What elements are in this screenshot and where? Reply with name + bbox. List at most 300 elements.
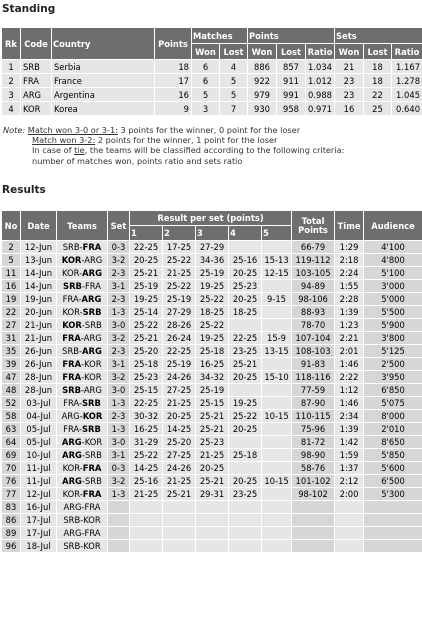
col-sets-lost: Lost — [364, 44, 392, 60]
set-3-cell: 20-25 — [196, 462, 229, 475]
set-3-cell — [196, 527, 229, 540]
home-team: FRA — [63, 398, 79, 408]
date-cell: 05-Jul — [21, 423, 57, 436]
points-cell: 16 — [155, 88, 192, 102]
code-cell: FRA — [21, 74, 52, 88]
home-team: KOR — [62, 320, 82, 330]
set-score-cell — [108, 527, 130, 540]
teams-cell[interactable] — [57, 410, 108, 423]
set-score-cell: 1-3 — [108, 423, 130, 436]
home-team: SRB — [63, 281, 82, 291]
set-1-cell: 25-16 — [130, 475, 163, 488]
teams-cell[interactable] — [57, 358, 108, 371]
match-no-cell: 83 — [2, 501, 21, 514]
total-points-cell: 87-90 — [292, 397, 335, 410]
away-team: ARG — [81, 294, 102, 304]
time-cell: 2:12 — [335, 475, 364, 488]
match-row — [2, 462, 422, 475]
teams-cell[interactable] — [57, 475, 108, 488]
points-cell: 18 — [155, 60, 192, 74]
teams-cell[interactable] — [57, 267, 108, 280]
set-5-cell: 12-15 — [262, 267, 292, 280]
set-5-cell: 10-15 — [262, 475, 292, 488]
set-score-cell: 3-2 — [108, 371, 130, 384]
teams-cell[interactable] — [57, 306, 108, 319]
teams-cell[interactable] — [57, 280, 108, 293]
set-3-cell: 25-21 — [196, 475, 229, 488]
standing-row — [2, 60, 422, 74]
set-score-cell — [108, 514, 130, 527]
sets-ratio-cell: 1.278 — [392, 74, 422, 88]
date-cell: 20-Jun — [21, 306, 57, 319]
set-1-cell: 30-32 — [130, 410, 163, 423]
set-1-cell: 31-29 — [130, 436, 163, 449]
home-team: SRB — [63, 541, 81, 551]
set-score-cell: 2-3 — [108, 293, 130, 306]
set-5-cell — [262, 436, 292, 449]
match-row — [2, 280, 422, 293]
matches-won-cell: 6 — [192, 60, 220, 74]
set-score-cell: 0-3 — [108, 241, 130, 254]
sets-ratio-cell: 0.640 — [392, 102, 422, 116]
col-points: Points — [248, 28, 335, 44]
team-separator: - — [80, 333, 84, 343]
away-team: FRA — [82, 242, 102, 252]
away-team: SRB — [84, 450, 102, 460]
match-row — [2, 267, 422, 280]
audience-cell: 2'010 — [364, 423, 422, 436]
matches-won-cell: 5 — [192, 88, 220, 102]
set-2-cell: 22-25 — [163, 345, 196, 358]
col-points-won: Won — [248, 44, 277, 60]
note-link-3-0[interactable]: Match won 3-0 or 3-1: — [27, 125, 118, 135]
audience-cell: 5'850 — [364, 449, 422, 462]
total-points-cell — [292, 527, 335, 540]
set-1-cell: 22-25 — [130, 241, 163, 254]
points-ratio-cell: 0.971 — [306, 102, 335, 116]
home-team: KOR — [62, 307, 80, 317]
standing-row — [2, 102, 422, 116]
set-5-cell: 10-15 — [262, 410, 292, 423]
set-5-cell — [262, 306, 292, 319]
time-cell — [335, 501, 364, 514]
note-text-4: number of matches won, points ratio and sets ratio — [32, 155, 243, 166]
country-cell[interactable]: Korea — [52, 102, 155, 116]
team-separator: - — [79, 268, 83, 278]
rank-cell: 2 — [2, 74, 21, 88]
match-row — [2, 306, 422, 319]
set-5-cell — [262, 384, 292, 397]
team-separator: - — [79, 307, 83, 317]
set-score-cell: 1-3 — [108, 397, 130, 410]
set-2-cell: 27-25 — [163, 449, 196, 462]
team-separator: - — [81, 320, 85, 330]
set-5-cell — [262, 423, 292, 436]
audience-cell: 2'500 — [364, 358, 422, 371]
team-separator: - — [80, 385, 84, 395]
time-cell: 2:28 — [335, 293, 364, 306]
match-no-cell: 58 — [2, 410, 21, 423]
set-3-cell: 25-19 — [196, 267, 229, 280]
total-points-cell: 98-90 — [292, 449, 335, 462]
note-text-3b: , the teams will be classified according to the following criteria: — [84, 145, 345, 156]
set-1-cell: 25-21 — [130, 267, 163, 280]
total-points-cell: 94-89 — [292, 280, 335, 293]
set-2-cell: 14-25 — [163, 423, 196, 436]
match-row — [2, 410, 422, 423]
total-points-cell: 81-72 — [292, 436, 335, 449]
set-4-cell — [229, 436, 262, 449]
sets-won-cell: 23 — [335, 88, 364, 102]
set-3-cell: 25-22 — [196, 293, 229, 306]
time-cell: 2:21 — [335, 332, 364, 345]
set-3-cell: 25-15 — [196, 397, 229, 410]
time-cell: 1:42 — [335, 436, 364, 449]
match-row — [2, 241, 422, 254]
sets-ratio-cell: 1.167 — [392, 60, 422, 74]
col-date: Date — [21, 211, 57, 241]
date-cell: 17-Jul — [21, 514, 57, 527]
total-points-cell: 119-112 — [292, 254, 335, 267]
match-no-cell: 48 — [2, 384, 21, 397]
match-row — [2, 358, 422, 371]
set-3-cell: 25-18 — [196, 345, 229, 358]
country-cell[interactable]: France — [52, 74, 155, 88]
home-team: SRB — [62, 346, 80, 356]
note-text-2: 2 points for the winner, 1 point for the loser — [95, 135, 278, 146]
date-cell: 11-Jul — [21, 462, 57, 475]
set-3-cell: 19-25 — [196, 280, 229, 293]
team-separator: - — [79, 411, 83, 421]
match-no-cell: 47 — [2, 371, 21, 384]
match-no-cell: 35 — [2, 345, 21, 358]
time-cell: 2:22 — [335, 371, 364, 384]
set-4-cell: 20-25 — [229, 267, 262, 280]
set-2-cell — [163, 514, 196, 527]
set-score-cell: 3-1 — [108, 449, 130, 462]
match-row — [2, 514, 422, 527]
away-team: KOR — [83, 541, 101, 551]
matches-won-cell: 6 — [192, 74, 220, 88]
col-sets: Sets — [335, 28, 422, 44]
col-sets-ratio: Ratio — [392, 44, 422, 60]
teams-cell[interactable] — [57, 488, 108, 501]
teams-cell[interactable] — [57, 436, 108, 449]
home-team: SRB — [62, 242, 80, 252]
team-separator: - — [81, 502, 85, 512]
set-score-cell: 2-3 — [108, 267, 130, 280]
match-no-cell: 2 — [2, 241, 21, 254]
time-cell: 1:59 — [335, 449, 364, 462]
audience-cell: 5'500 — [364, 306, 422, 319]
set-5-cell — [262, 527, 292, 540]
time-cell: 2:24 — [335, 267, 364, 280]
away-team: SRB — [82, 307, 102, 317]
set-score-cell: 2-3 — [108, 345, 130, 358]
col-set: Set — [108, 211, 130, 241]
set-1-cell: 16-25 — [130, 423, 163, 436]
date-cell: 12-Jun — [21, 241, 57, 254]
set-score-cell: 3-0 — [108, 384, 130, 397]
teams-cell[interactable] — [57, 241, 108, 254]
col-matches: Matches — [192, 28, 248, 44]
set-2-cell: 25-22 — [163, 280, 196, 293]
set-2-cell: 21-25 — [163, 397, 196, 410]
set-5-cell — [262, 280, 292, 293]
date-cell: 16-Jul — [21, 501, 57, 514]
away-team: KOR — [84, 372, 102, 382]
audience-cell — [364, 540, 422, 553]
away-team: KOR — [84, 359, 102, 369]
team-separator: - — [81, 255, 85, 265]
set-score-cell: 1-3 — [108, 306, 130, 319]
set-5-cell — [262, 241, 292, 254]
set-3-cell: 25-22 — [196, 319, 229, 332]
set-2-cell: 21-25 — [163, 475, 196, 488]
set-2-cell: 25-21 — [163, 488, 196, 501]
teams-cell[interactable] — [57, 514, 108, 527]
team-separator: - — [79, 242, 83, 252]
set-5-cell: 13-15 — [262, 345, 292, 358]
set-score-cell: 3-2 — [108, 475, 130, 488]
set-5-cell — [262, 449, 292, 462]
team-separator: - — [80, 541, 84, 551]
set-3-cell: 25-21 — [196, 423, 229, 436]
team-separator: - — [81, 528, 85, 538]
match-row — [2, 540, 422, 553]
set-1-cell — [130, 501, 163, 514]
audience-cell: 3'000 — [364, 280, 422, 293]
time-cell: 1:29 — [335, 241, 364, 254]
set-score-cell: 3-0 — [108, 319, 130, 332]
time-cell — [335, 540, 364, 553]
away-team: KOR — [83, 515, 101, 525]
home-team: ARG — [62, 476, 82, 486]
teams-cell[interactable] — [57, 423, 108, 436]
teams-cell[interactable] — [57, 384, 108, 397]
code-cell: SRB — [21, 60, 52, 74]
teams-cell[interactable] — [57, 371, 108, 384]
set-3-cell: 27-29 — [196, 241, 229, 254]
set-1-cell: 25-14 — [130, 306, 163, 319]
match-no-cell: 63 — [2, 423, 21, 436]
away-team: ARG — [82, 268, 102, 278]
code-cell: ARG — [21, 88, 52, 102]
points-ratio-cell: 0.988 — [306, 88, 335, 102]
standing-table — [1, 27, 422, 116]
teams-cell[interactable] — [57, 449, 108, 462]
set-5-cell: 15-9 — [262, 332, 292, 345]
time-cell: 1:23 — [335, 319, 364, 332]
set-3-cell: 29-31 — [196, 488, 229, 501]
set-4-cell: 25-18 — [229, 449, 262, 462]
time-cell: 2:18 — [335, 254, 364, 267]
teams-cell[interactable] — [57, 540, 108, 553]
set-2-cell: 25-19 — [163, 293, 196, 306]
set-4-cell: 23-25 — [229, 345, 262, 358]
teams-cell[interactable] — [57, 319, 108, 332]
match-no-cell: 39 — [2, 358, 21, 371]
set-4-cell — [229, 462, 262, 475]
set-5-cell — [262, 397, 292, 410]
teams-cell[interactable] — [57, 527, 108, 540]
points-lost-cell: 991 — [277, 88, 306, 102]
audience-cell: 6'500 — [364, 475, 422, 488]
set-2-cell: 27-25 — [163, 384, 196, 397]
audience-cell: 5'900 — [364, 319, 422, 332]
match-row — [2, 501, 422, 514]
time-cell: 1:12 — [335, 384, 364, 397]
teams-cell[interactable] — [57, 345, 108, 358]
rank-cell: 3 — [2, 88, 21, 102]
away-team: FRA — [84, 528, 101, 538]
total-points-cell: 110-115 — [292, 410, 335, 423]
teams-cell[interactable] — [57, 293, 108, 306]
time-cell: 1:46 — [335, 358, 364, 371]
match-no-cell: 96 — [2, 540, 21, 553]
home-team: FRA — [62, 294, 79, 304]
match-no-cell: 52 — [2, 397, 21, 410]
audience-cell: 8'650 — [364, 436, 422, 449]
points-cell: 17 — [155, 74, 192, 88]
match-row — [2, 345, 422, 358]
set-score-cell: 3-1 — [108, 280, 130, 293]
date-cell: 21-Jun — [21, 332, 57, 345]
teams-cell[interactable] — [57, 501, 108, 514]
matches-lost-cell: 7 — [220, 102, 248, 116]
match-row — [2, 332, 422, 345]
team-separator: - — [81, 281, 85, 291]
match-row — [2, 423, 422, 436]
col-rk: Rk — [2, 28, 21, 60]
away-team: ARG — [83, 333, 102, 343]
col-no: No — [2, 211, 21, 241]
audience-cell — [364, 527, 422, 540]
audience-cell: 6'850 — [364, 384, 422, 397]
col-lost: Lost — [220, 44, 248, 60]
col-sets-won: Won — [335, 44, 364, 60]
col-points-lost: Lost — [277, 44, 306, 60]
match-row — [2, 254, 422, 267]
set-3-cell — [196, 540, 229, 553]
team-separator: - — [81, 372, 85, 382]
country-cell[interactable]: Argentina — [52, 88, 155, 102]
col-set-3: 3 — [196, 226, 229, 241]
match-row — [2, 488, 422, 501]
set-1-cell: 21-25 — [130, 488, 163, 501]
country-cell[interactable]: Serbia — [52, 60, 155, 74]
date-cell: 18-Jul — [21, 540, 57, 553]
set-1-cell: 25-22 — [130, 319, 163, 332]
match-row — [2, 527, 422, 540]
sets-won-cell: 23 — [335, 74, 364, 88]
time-cell: 1:39 — [335, 306, 364, 319]
teams-cell[interactable] — [57, 332, 108, 345]
set-4-cell: 25-21 — [229, 358, 262, 371]
set-4-cell: 19-25 — [229, 397, 262, 410]
match-no-cell: 77 — [2, 488, 21, 501]
team-separator: - — [81, 359, 85, 369]
note-link-3-2[interactable]: Match won 3-2: — [32, 135, 96, 146]
set-4-cell — [229, 540, 262, 553]
time-cell: 2:01 — [335, 345, 364, 358]
total-points-cell: 91-83 — [292, 358, 335, 371]
points-lost-cell: 958 — [277, 102, 306, 116]
set-3-cell: 25-21 — [196, 410, 229, 423]
set-2-cell: 25-22 — [163, 254, 196, 267]
date-cell: 26-Jun — [21, 358, 57, 371]
set-4-cell — [229, 501, 262, 514]
set-4-cell: 20-25 — [229, 293, 262, 306]
matches-lost-cell: 5 — [220, 74, 248, 88]
set-1-cell: 14-25 — [130, 462, 163, 475]
away-team: FRA — [82, 463, 102, 473]
team-separator: - — [78, 294, 82, 304]
audience-cell: 5'075 — [364, 397, 422, 410]
team-separator: - — [78, 398, 82, 408]
total-points-cell: 107-104 — [292, 332, 335, 345]
away-team: ARG — [82, 346, 102, 356]
col-result-per-set: Result per set (points) — [130, 211, 292, 226]
set-5-cell — [262, 540, 292, 553]
rank-cell: 1 — [2, 60, 21, 74]
col-set-1: 1 — [130, 226, 163, 241]
home-team: KOR — [61, 255, 82, 265]
set-score-cell — [108, 540, 130, 553]
col-set-2: 2 — [163, 226, 196, 241]
date-cell: 17-Jul — [21, 527, 57, 540]
points-won-cell: 922 — [248, 74, 277, 88]
sets-won-cell: 21 — [335, 60, 364, 74]
set-2-cell: 27-29 — [163, 306, 196, 319]
total-points-cell: 103-105 — [292, 267, 335, 280]
sets-lost-cell: 18 — [364, 60, 392, 74]
set-2-cell: 21-25 — [163, 267, 196, 280]
team-separator: - — [79, 463, 83, 473]
total-points-cell: 118-116 — [292, 371, 335, 384]
home-team: KOR — [62, 463, 80, 473]
teams-cell[interactable] — [57, 254, 108, 267]
set-5-cell — [262, 501, 292, 514]
note-link-tie[interactable]: tie — [74, 145, 85, 156]
col-points-ratio: Ratio — [306, 44, 335, 60]
set-1-cell: 25-18 — [130, 358, 163, 371]
away-team: KOR — [84, 437, 103, 447]
set-1-cell: 25-20 — [130, 345, 163, 358]
set-score-cell: 0-3 — [108, 462, 130, 475]
set-2-cell: 28-26 — [163, 319, 196, 332]
home-team: FRA — [62, 333, 81, 343]
date-cell: 05-Jul — [21, 436, 57, 449]
away-team: KOR — [82, 411, 103, 421]
set-2-cell: 25-20 — [163, 436, 196, 449]
set-2-cell: 24-26 — [163, 462, 196, 475]
match-no-cell: 16 — [2, 280, 21, 293]
set-1-cell: 25-23 — [130, 371, 163, 384]
audience-cell: 3'800 — [364, 332, 422, 345]
audience-cell: 5'125 — [364, 345, 422, 358]
total-points-cell — [292, 501, 335, 514]
set-5-cell — [262, 319, 292, 332]
time-cell: 1:39 — [335, 423, 364, 436]
team-separator: - — [81, 450, 85, 460]
col-set-4: 4 — [229, 226, 262, 241]
teams-cell[interactable] — [57, 397, 108, 410]
away-team: SRB — [84, 320, 102, 330]
set-1-cell: 25-22 — [130, 449, 163, 462]
set-3-cell: 25-23 — [196, 436, 229, 449]
teams-cell[interactable] — [57, 462, 108, 475]
